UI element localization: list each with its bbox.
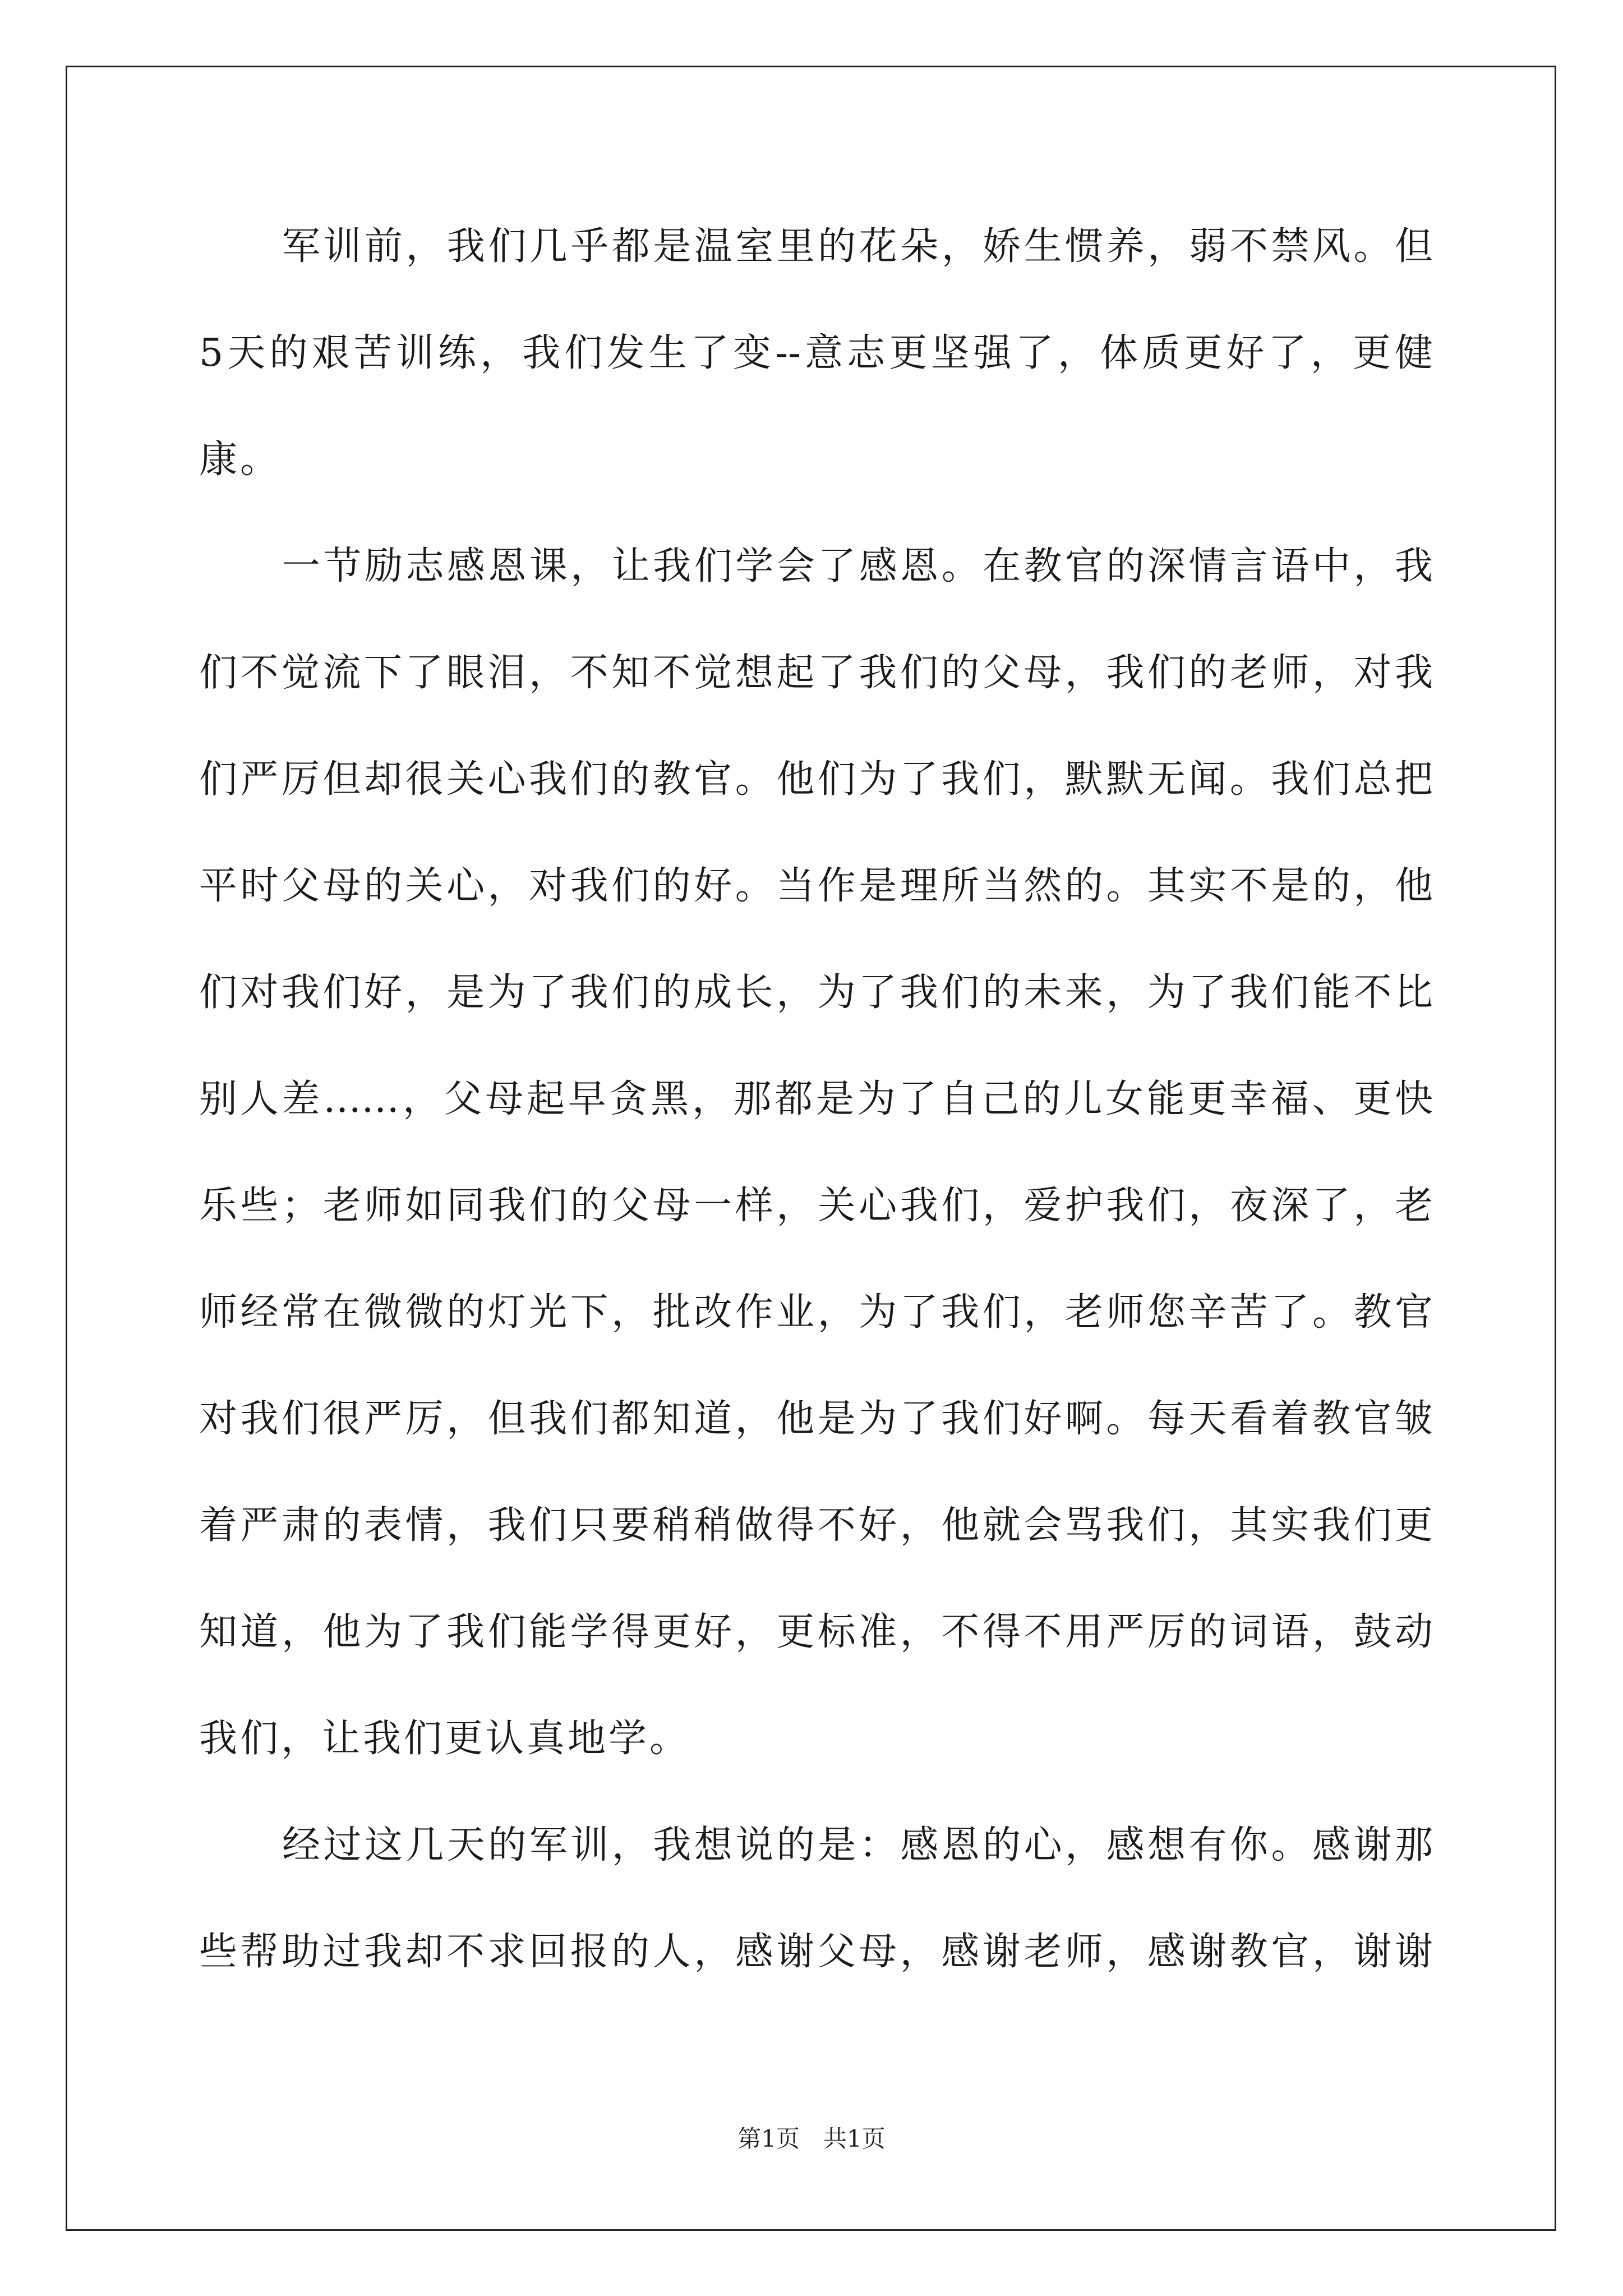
text-line: 知道，他为了我们能学得更好，更标准，不得不用严厉的词语，鼓动 bbox=[199, 1610, 1433, 1654]
text-line: 师经常在微微的灯光下，批改作业，为了我们，老师您辛苦了。教官 bbox=[199, 1290, 1433, 1335]
text-line: 别人差……，父母起早贪黑，那都是为了自己的儿女能更幸福、更快 bbox=[199, 1077, 1433, 1121]
text-line: 5天的艰苦训练，我们发生了变--意志更坚强了，体质更好了，更健 bbox=[199, 331, 1433, 375]
text-line: 们不觉流下了眼泪，不知不觉想起了我们的父母，我们的老师，对我 bbox=[199, 651, 1433, 695]
text-line: 乐些；老师如同我们的父母一样，关心我们，爱护我们，夜深了，老 bbox=[199, 1184, 1433, 1228]
text-line: 对我们很严厉，但我们都知道，他是为了我们好啊。每天看着教官皱 bbox=[199, 1397, 1433, 1441]
text-line: 平时父母的关心，对我们的好。当作是理所当然的。其实不是的，他 bbox=[199, 864, 1433, 908]
text-line: 着严肃的表情，我们只要稍稍做得不好，他就会骂我们，其实我们更 bbox=[199, 1503, 1433, 1548]
text-line: 一节励志感恩课，让我们学会了感恩。在教官的深情言语中，我 bbox=[282, 544, 1433, 588]
text-line: 军训前，我们几乎都是温室里的花朵，娇生惯养，弱不禁风。但 bbox=[282, 224, 1433, 269]
page-footer: 第1页 共1页 bbox=[737, 2125, 886, 2152]
document-body bbox=[199, 213, 1433, 2025]
text-line: 康。 bbox=[199, 438, 282, 482]
text-line: 我们，让我们更认真地学。 bbox=[199, 1717, 691, 1761]
text-line: 们对我们好，是为了我们的成长，为了我们的未来，为了我们能不比 bbox=[199, 970, 1433, 1015]
text-line: 们严厉但却很关心我们的教官。他们为了我们，默默无闻。我们总把 bbox=[199, 757, 1433, 802]
text-line: 些帮助过我却不求回报的人，感谢父母，感谢老师，感谢教官，谢谢 bbox=[199, 1930, 1433, 1974]
text-line: 经过这几天的军训，我想说的是：感恩的心，感想有你。感谢那 bbox=[282, 1823, 1433, 1867]
